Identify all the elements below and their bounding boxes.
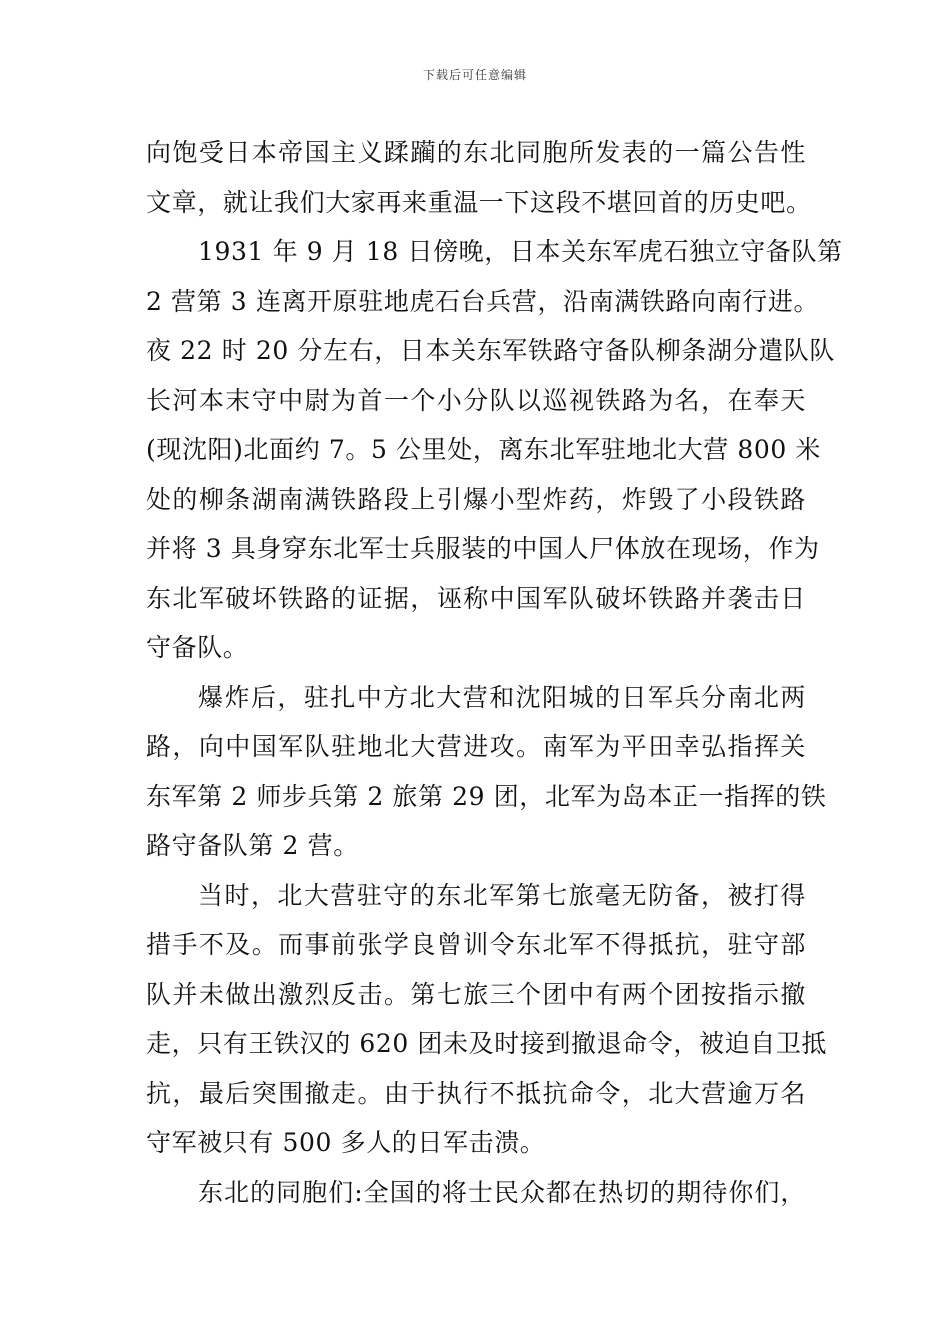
document-body	[146, 128, 843, 1217]
text-line: 路，向中国军队驻地北大营进攻。南军为平田幸弘指挥关	[146, 732, 806, 761]
text-line: 守备队。	[146, 633, 249, 662]
text-line: (现沈阳)北面约 7。5 公里处，离东北军驻地北大营 800 米	[146, 435, 822, 464]
text-line: 当时，北大营驻守的东北军第七旅毫无防备，被打得	[198, 880, 806, 910]
text-line: 向饱受日本帝国主义蹂躏的东北同胞所发表的一篇公告性	[146, 138, 806, 167]
text-line: 东北的同胞们:全国的将士民众都在热切的期待你们，	[198, 1177, 806, 1207]
text-line: 守军被只有 500 多人的日军击溃。	[146, 1128, 546, 1157]
page-header: 下载后可任意编辑	[422, 68, 527, 82]
text-line: 并将 3 具身穿东北军士兵服装的中国人尸体放在现场，作为	[146, 534, 820, 563]
text-line: 措手不及。而事前张学良曾训令东北军不得抵抗，驻守部	[146, 930, 806, 959]
text-line: 东北军破坏铁路的证据，诬称中国军队破坏铁路并袭击日	[146, 583, 806, 613]
text-line: 文章，就让我们大家再来重温一下这段不堪回首的历史吧。	[146, 187, 812, 217]
text-line: 夜 22 时 20 分左右，日本关东军铁路守备队柳条湖分遣队队	[146, 336, 836, 365]
text-line: 长河本末守中尉为首一个小分队以巡视铁路为名，在奉天	[146, 385, 806, 415]
text-line: 爆炸后，驻扎中方北大营和沈阳城的日军兵分南北两	[198, 682, 806, 712]
text-line: 走，只有王铁汉的 620 团未及时接到撤退命令，被迫自卫抵	[146, 1029, 828, 1058]
text-line: 路守备队第 2 营。	[146, 831, 359, 860]
text-line: 2 营第 3 连离开原驻地虎石台兵营，沿南满铁路向南行进。	[146, 286, 820, 316]
text-line: 1931 年 9 月 18 日傍晚，日本关东军虎石独立守备队第	[198, 237, 843, 266]
text-line: 处的柳条湖南满铁路段上引爆小型炸药，炸毁了小段铁路	[146, 484, 806, 514]
text-line: 抗，最后突围撤走。由于执行不抵抗命令，北大营逾万名	[146, 1078, 806, 1108]
text-line: 队并未做出激烈反击。第七旅三个团中有两个团按指示撤	[146, 979, 806, 1009]
text-line: 东军第 2 师步兵第 2 旅第 29 团，北军为岛本正一指挥的铁	[146, 781, 827, 811]
